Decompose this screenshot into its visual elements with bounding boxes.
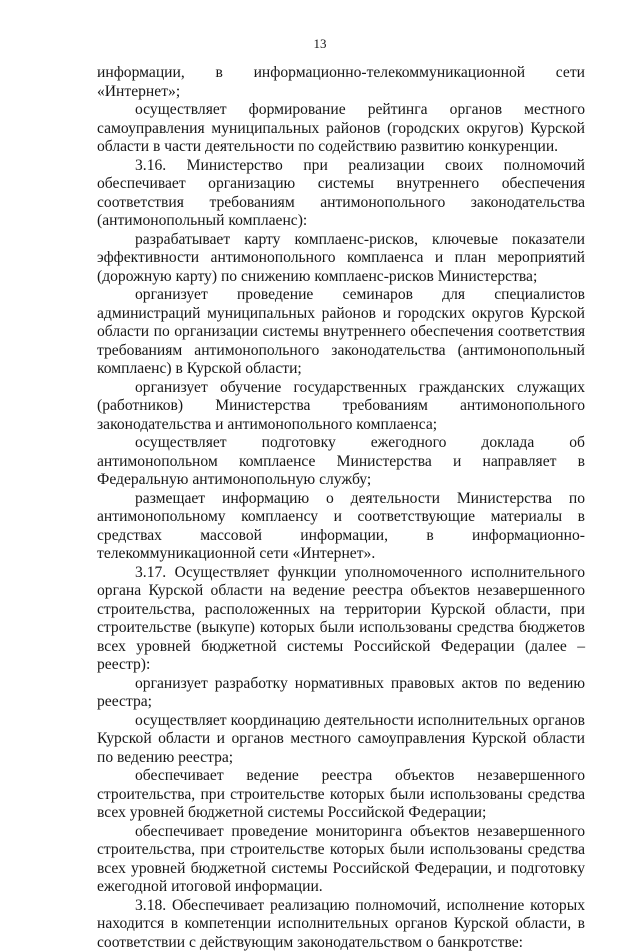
paragraph: 3.16. Министерство при реализации своих полномочий обеспечивает организацию системы внутреннего обеспечения соответствия требованиям антимонопольного законодательства (антимонопольный комплаенс): [97,157,585,231]
paragraph: 3.18. Обеспечивает реализацию полномочий, исполнение которых находится в компетенции исполнительных органов Курской области, в соответствии с действующим законодательством о банкротстве: [97,897,585,952]
document-body [97,64,585,952]
paragraph: организует обучение государственных гражданских служащих (работников) Министерства требованиям антимонопольного законодательства и антимонопольного комплаенса; [97,379,585,435]
paragraph: размещает информацию о деятельности Министерства по антимонопольному комплаенсу и соответствующие материалы в средствах массовой информации, в информационно-телекоммуникационной сети «Интернет». [97,490,585,564]
paragraph: осуществляет подготовку ежегодного доклада об антимонопольном комплаенсе Министерства и направляет в Федеральную антимонопольную службу; [97,434,585,490]
paragraph: осуществляет формирование рейтинга органов местного самоуправления муниципальных районов (городских округов) Курской области в части деятельности по содействию развитию конкуренции. [97,101,585,157]
paragraph: 3.17. Осуществляет функции уполномоченного исполнительного органа Курской области на ведение реестра объектов незавершенного строительства, расположенных на территории Курской области, при строительстве (выкупе) которых были использованы средства бюджетов всех уровней бюджетной системы Российской Федерации (далее – реестр): [97,564,585,675]
paragraph: разрабатывает карту комплаенс-рисков, ключевые показатели эффективности антимонопольного комплаенса и план мероприятий (дорожную карту) по снижению комплаенс-рисков Министерства; [97,231,585,287]
paragraph: осуществляет координацию деятельности исполнительных органов Курской области и органов местного самоуправления Курской области по ведению реестра; [97,712,585,768]
paragraph: организует проведение семинаров для специалистов администраций муниципальных районов и городских округов Курской области по организации системы внутреннего обеспечения соответствия требованиям антимонопольного законодательства (антимонопольный комплаенс) в Курской области; [97,286,585,379]
paragraph: информации, в информационно-телекоммуникационной сети «Интернет»; [97,64,585,101]
page-number: 13 [0,36,640,52]
paragraph: обеспечивает ведение реестра объектов незавершенного строительства, при строительстве которых были использованы средства всех уровней бюджетной системы Российской Федерации; [97,767,585,823]
paragraph: организует разработку нормативных правовых актов по ведению реестра; [97,675,585,712]
paragraph: обеспечивает проведение мониторинга объектов незавершенного строительства, при строительстве которых были использованы средства всех уровней бюджетной системы Российской Федерации, и подготовку ежегодной итоговой информации. [97,823,585,897]
